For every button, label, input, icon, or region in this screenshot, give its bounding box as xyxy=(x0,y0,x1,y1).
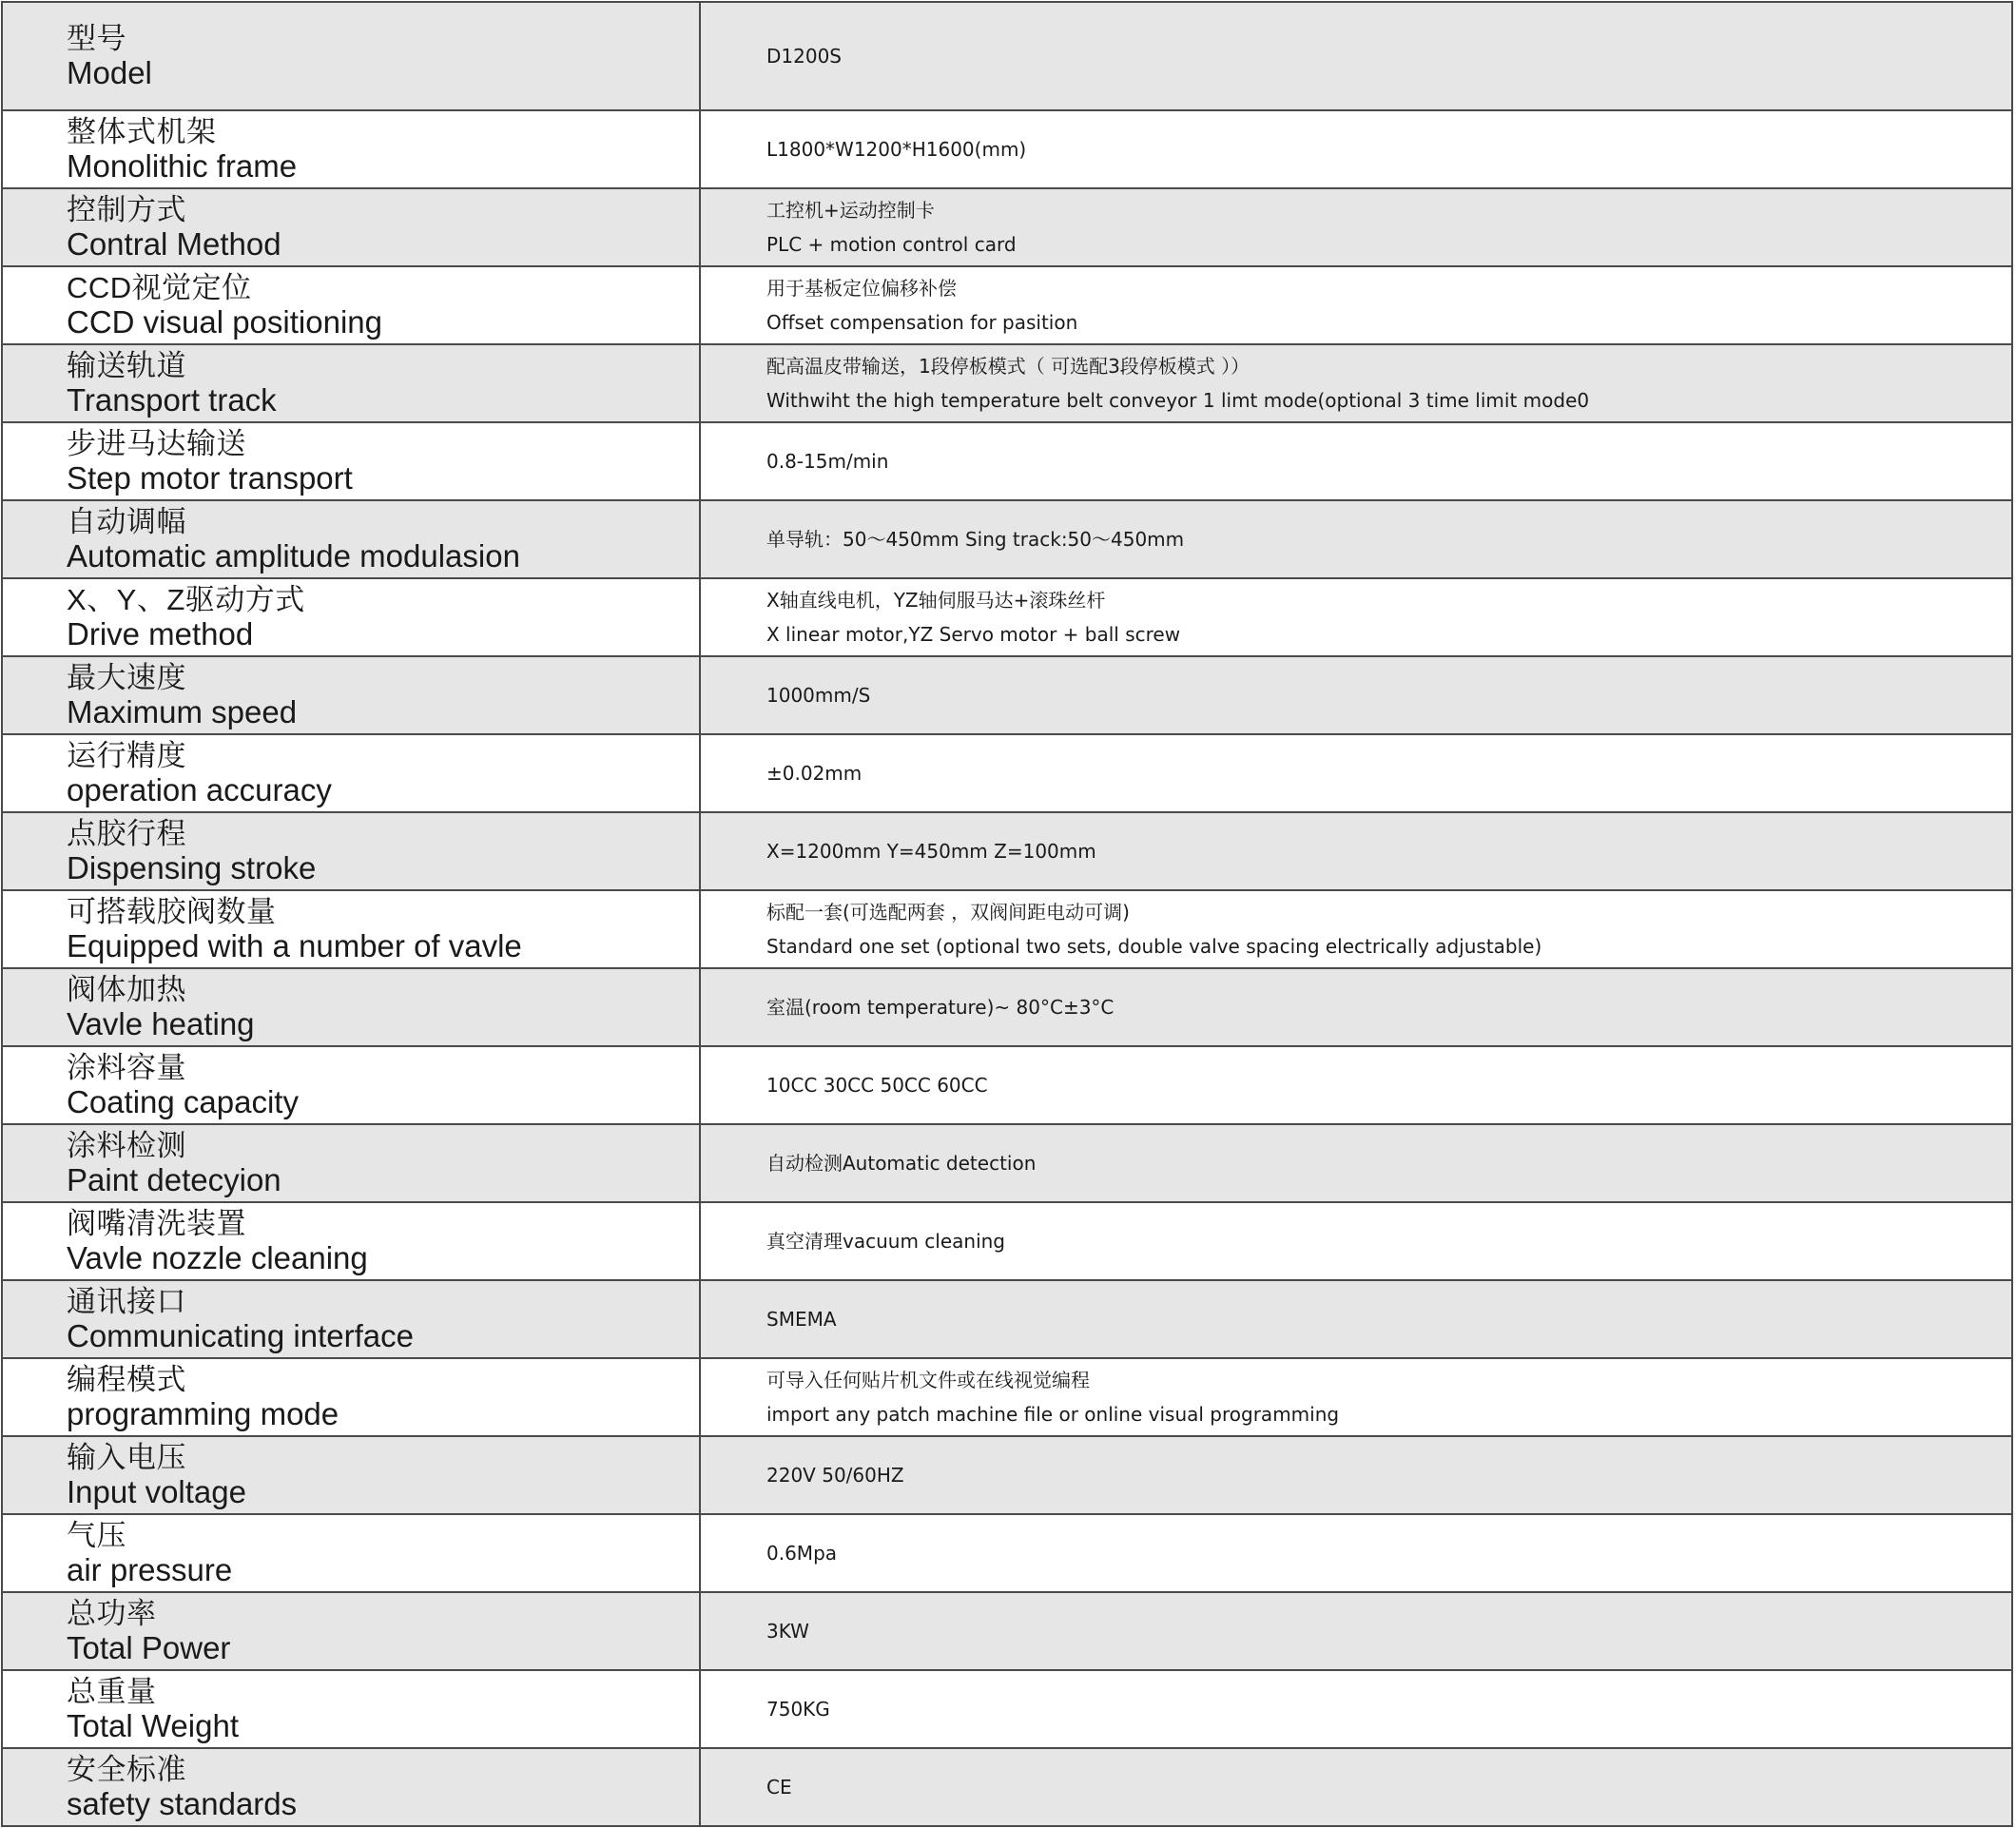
spec-row xyxy=(2,890,2012,968)
spec-label-english: programming mode xyxy=(67,1396,339,1431)
spec-row xyxy=(2,1748,2012,1826)
spec-label-chinese: 控制方式 xyxy=(67,193,186,226)
spec-value-cell xyxy=(700,422,2012,500)
spec-row xyxy=(2,188,2012,266)
spec-row xyxy=(2,1436,2012,1514)
spec-label-chinese: X、Y、Z驱动方式 xyxy=(67,583,305,616)
spec-value-line: 1000mm/S xyxy=(766,684,871,707)
spec-value-line: L1800*W1200*H1600(mm) xyxy=(766,138,1027,161)
spec-row xyxy=(2,1514,2012,1592)
spec-value-cell xyxy=(700,1514,2012,1592)
spec-value-line: 可导入任何贴片机文件或在线视觉编程 xyxy=(766,1369,1090,1391)
spec-row xyxy=(2,812,2012,890)
spec-value-cell xyxy=(700,1280,2012,1358)
spec-label-cell xyxy=(2,344,700,422)
spec-row xyxy=(2,968,2012,1046)
spec-row xyxy=(2,578,2012,656)
spec-value-cell xyxy=(700,734,2012,812)
spec-label-english: Communicating interface xyxy=(67,1318,414,1353)
spec-value-cell xyxy=(700,1046,2012,1124)
spec-label-chinese: CCD视觉定位 xyxy=(67,271,252,304)
spec-row xyxy=(2,1280,2012,1358)
spec-value-cell xyxy=(700,344,2012,422)
spec-value-line: 0.6Mpa xyxy=(766,1542,838,1565)
spec-label-english: Dispensing stroke xyxy=(67,850,317,885)
spec-value-cell xyxy=(700,110,2012,188)
spec-value-line: ±0.02mm xyxy=(766,762,863,785)
spec-label-chinese: 编程模式 xyxy=(67,1363,186,1396)
spec-row xyxy=(2,1124,2012,1202)
spec-value-line: X轴直线电机，YZ轴伺服马达+滚珠丝杆 xyxy=(766,589,1106,612)
spec-label-cell xyxy=(2,1592,700,1670)
spec-value-line: PLC + motion control card xyxy=(766,233,1017,256)
spec-label-chinese: 通讯接口 xyxy=(67,1285,186,1318)
spec-label-cell xyxy=(2,1124,700,1202)
spec-value-cell xyxy=(700,188,2012,266)
spec-row xyxy=(2,110,2012,188)
spec-label-cell xyxy=(2,1514,700,1592)
spec-value-cell xyxy=(700,1670,2012,1748)
spec-value-cell xyxy=(700,812,2012,890)
spec-value-cell xyxy=(700,890,2012,968)
spec-row xyxy=(2,1202,2012,1280)
spec-value-line: X=1200mm Y=450mm Z=100mm xyxy=(766,840,1096,863)
spec-label-english: Drive method xyxy=(67,616,254,651)
spec-value-line: 用于基板定位偏移补偿 xyxy=(766,277,957,300)
spec-label-english: Contral Method xyxy=(67,226,281,262)
spec-table xyxy=(1,1,2013,1827)
spec-label-chinese: 总重量 xyxy=(67,1675,157,1708)
spec-row xyxy=(2,500,2012,578)
spec-value-cell xyxy=(700,1124,2012,1202)
spec-label-cell xyxy=(2,1436,700,1514)
spec-label-english: Maximum speed xyxy=(67,694,298,729)
spec-value-line: X linear motor,YZ Servo motor + ball screw xyxy=(766,623,1181,646)
spec-row xyxy=(2,344,2012,422)
spec-label-chinese: 最大速度 xyxy=(67,661,186,694)
spec-value-cell xyxy=(700,2,2012,110)
spec-value-cell xyxy=(700,656,2012,734)
spec-value-line: 0.8-15m/min xyxy=(766,450,889,473)
spec-label-chinese: 涂料容量 xyxy=(67,1051,186,1084)
spec-label-cell xyxy=(2,422,700,500)
spec-label-cell xyxy=(2,1358,700,1436)
spec-value-line: Withwiht the high temperature belt conveyor 1 limt mode(optional 3 time limit mode0 xyxy=(766,389,1590,412)
spec-label-english: Total Weight xyxy=(67,1708,239,1743)
spec-value-line: CE xyxy=(766,1776,792,1799)
spec-value-line: 220V 50/60HZ xyxy=(766,1464,904,1487)
spec-label-cell xyxy=(2,812,700,890)
spec-label-cell xyxy=(2,1280,700,1358)
spec-label-english: Equipped with a number of vavle xyxy=(67,928,522,963)
spec-row xyxy=(2,734,2012,812)
spec-label-english: air pressure xyxy=(67,1552,233,1587)
spec-value-line: 标配一套(可选配两套 ，双阀间距电动可调) xyxy=(766,901,1130,924)
spec-row xyxy=(2,2,2012,110)
spec-value-line: SMEMA xyxy=(766,1308,837,1331)
spec-value-line: D1200S xyxy=(766,45,842,68)
spec-label-cell xyxy=(2,500,700,578)
spec-label-cell xyxy=(2,1748,700,1826)
spec-label-chinese: 阀体加热 xyxy=(67,973,186,1006)
spec-label-cell xyxy=(2,1670,700,1748)
spec-label-cell xyxy=(2,890,700,968)
spec-label-cell xyxy=(2,968,700,1046)
spec-row xyxy=(2,266,2012,344)
spec-label-chinese: 安全标准 xyxy=(67,1753,186,1786)
spec-label-english: Total Power xyxy=(67,1630,231,1665)
spec-value-line: 真空清理vacuum cleaning xyxy=(766,1230,1005,1253)
spec-label-english: Coating capacity xyxy=(67,1084,299,1119)
spec-label-chinese: 步进马达输送 xyxy=(67,427,246,460)
spec-label-chinese: 可搭载胶阀数量 xyxy=(67,895,277,928)
spec-label-cell xyxy=(2,578,700,656)
spec-row xyxy=(2,1592,2012,1670)
spec-value-cell xyxy=(700,500,2012,578)
spec-label-chinese: 涂料检测 xyxy=(67,1129,186,1162)
spec-label-english: Vavle nozzle cleaning xyxy=(67,1240,368,1275)
spec-value-line: 750KG xyxy=(766,1698,830,1721)
spec-value-line: 3KW xyxy=(766,1620,809,1643)
spec-label-chinese: 输入电压 xyxy=(67,1441,186,1474)
spec-label-chinese: 运行精度 xyxy=(67,739,186,772)
spec-label-cell xyxy=(2,188,700,266)
spec-value-cell xyxy=(700,1436,2012,1514)
spec-label-cell xyxy=(2,1202,700,1280)
spec-label-english: Monolithic frame xyxy=(67,148,298,184)
spec-value-line: 工控机+运动控制卡 xyxy=(766,199,935,222)
spec-label-english: Paint detecyion xyxy=(67,1162,281,1197)
spec-row xyxy=(2,656,2012,734)
spec-value-line: 单导轨：50～450mm Sing track:50～450mm xyxy=(766,528,1185,551)
spec-table-body xyxy=(2,2,2012,1826)
spec-row xyxy=(2,1358,2012,1436)
spec-label-chinese: 整体式机架 xyxy=(67,115,217,148)
spec-label-chinese: 总功率 xyxy=(67,1597,157,1630)
spec-label-english: Input voltage xyxy=(67,1474,246,1509)
spec-value-line: 配高温皮带输送，1段停板模式（ 可选配3段停板模式 ）） xyxy=(766,355,1250,378)
spec-value-cell xyxy=(700,266,2012,344)
spec-value-cell xyxy=(700,968,2012,1046)
spec-label-english: Model xyxy=(67,55,152,90)
spec-label-chinese: 点胶行程 xyxy=(67,817,186,850)
spec-value-cell xyxy=(700,1592,2012,1670)
spec-value-line: import any patch machine file or online visual programming xyxy=(766,1403,1340,1426)
spec-label-english: Automatic amplitude modulasion xyxy=(67,538,520,574)
spec-value-line: 10CC 30CC 50CC 60CC xyxy=(766,1074,988,1097)
spec-label-cell xyxy=(2,1046,700,1124)
spec-label-cell xyxy=(2,734,700,812)
spec-label-cell xyxy=(2,656,700,734)
spec-row xyxy=(2,1046,2012,1124)
spec-row xyxy=(2,1670,2012,1748)
spec-label-english: operation accuracy xyxy=(67,772,332,807)
spec-label-english: Vavle heating xyxy=(67,1006,255,1041)
spec-value-cell xyxy=(700,1202,2012,1280)
spec-label-english: CCD visual positioning xyxy=(67,304,382,340)
spec-label-cell xyxy=(2,2,700,110)
spec-value-line: 自动检测Automatic detection xyxy=(766,1152,1037,1175)
spec-label-chinese: 型号 xyxy=(67,22,126,55)
spec-label-english: safety standards xyxy=(67,1786,298,1821)
spec-label-cell xyxy=(2,110,700,188)
spec-label-chinese: 气压 xyxy=(67,1519,126,1552)
spec-label-cell xyxy=(2,266,700,344)
spec-value-line: 室温(room temperature)~ 80°C±3°C xyxy=(766,996,1115,1019)
spec-label-english: Transport track xyxy=(67,382,277,418)
spec-label-chinese: 自动调幅 xyxy=(67,505,186,538)
spec-label-chinese: 输送轨道 xyxy=(67,349,186,382)
spec-row xyxy=(2,422,2012,500)
spec-label-english: Step motor transport xyxy=(67,460,353,496)
spec-value-line: Standard one set (optional two sets, double valve spacing electrically adjustable) xyxy=(766,935,1542,958)
spec-value-cell xyxy=(700,1748,2012,1826)
spec-value-line: Offset compensation for pasition xyxy=(766,311,1078,334)
spec-value-cell xyxy=(700,578,2012,656)
spec-value-cell xyxy=(700,1358,2012,1436)
spec-label-chinese: 阀嘴清洗装置 xyxy=(67,1207,246,1240)
